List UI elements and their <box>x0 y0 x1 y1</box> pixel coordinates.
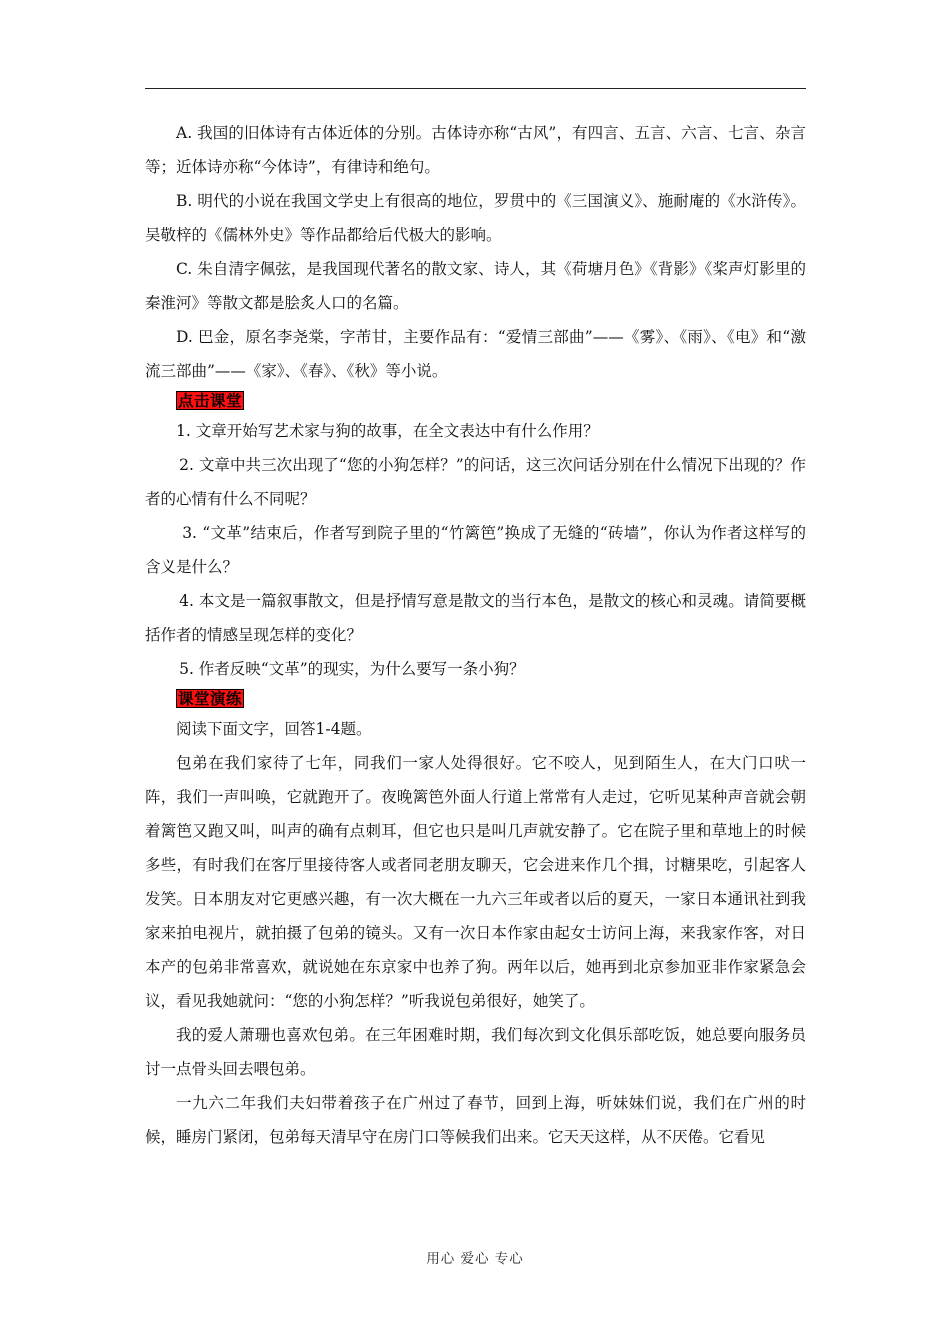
passage-paragraph: 包弟在我们家待了七年，同我们一家人处得很好。它不咬人，见到陌生人，在大门口吠一阵，我们一声叫唤，它就跑开了。夜晚篱笆外面人行道上常常有人走过，它听见某种声音就会朝着篱笆又跑又叫，叫声的确有点刺耳，但它也只是叫几声就安静了。它在院子里和草地上的时候多些，有时我们在客厅里接待客人或者同老朋友聊天，它会进来作几个揖，讨糖果吃，引起客人发笑。日本朋友对它更感兴趣，有一次大概在一九六三年或者以后的夏天，一家日本通讯社到我家来拍电视片，就拍摄了包弟的镜头。又有一次日本作家由起女士访问上海，来我家作客，对日本产的包弟非常喜欢，就说她在东京家中也养了狗。两年以后，她再到北京参加亚非作家紧急会议，看见我她就问：“您的小狗怎样？”听我说包弟很好，她笑了。 <box>145 754 806 1010</box>
question-4: 4. 本文是一篇叙事散文，但是抒情写意是散文的当行本色，是散文的核心和灵魂。请简要概括作者的情感呈现怎样的变化？ <box>145 592 806 644</box>
page-footer: 用心 爱心 专心 <box>426 1251 524 1267</box>
option-b: B. 明代的小说在我国文学史上有很高的地位，罗贯中的《三国演义》、施耐庵的《水浒传》。吴敬梓的《儒林外史》等作品都给后代极大的影响。 <box>145 192 806 244</box>
question-3: 3. “文革”结束后，作者写到院子里的“竹篱笆”换成了无缝的“砖墙”，你认为作者这样写的含义是什么？ <box>145 524 806 576</box>
section-heading-row <box>145 388 806 414</box>
question-5: 5. 作者反映“文革”的现实，为什么要写一条小狗？ <box>179 660 525 678</box>
option-a: A. 我国的旧体诗有古体近体的分别。古体诗亦称“古风”，有四言、五言、六言、七言、杂言等；近体诗亦称“今体诗”，有律诗和绝句。 <box>145 124 806 176</box>
section-heading-classroom: 点击课堂 <box>178 391 243 410</box>
passage-paragraph: 我的爱人萧珊也喜欢包弟。在三年困难时期，我们每次到文化俱乐部吃饭，她总要向服务员讨一点骨头回去喂包弟。 <box>145 1026 806 1078</box>
header-rule <box>145 88 806 89</box>
page-content <box>145 116 806 1154</box>
question-2: 2. 文章中共三次出现了“您的小狗怎样？”的问话，这三次问话分别在什么情况下出现的？作者的心情有什么不同呢？ <box>145 456 806 508</box>
option-d: D. 巴金，原名李尧棠，字芾甘，主要作品有：“爱情三部曲”——《雾》、《雨》、《电》和“激流三部曲”——《家》、《春》、《秋》等小说。 <box>145 328 806 380</box>
option-c: C. 朱自清字佩弦，是我国现代著名的散文家、诗人，其《荷塘月色》《背影》《桨声灯影里的秦淮河》等散文都是脍炙人口的名篇。 <box>145 260 806 312</box>
question-1: 1. 文章开始写艺术家与狗的故事，在全文表达中有什么作用？ <box>176 422 599 440</box>
section-heading-practice: 课堂演练 <box>178 689 243 708</box>
reading-prompt: 阅读下面文字，回答1-4题。 <box>176 720 372 738</box>
section-heading-row <box>145 686 806 712</box>
passage-paragraph: 一九六二年我们夫妇带着孩子在广州过了春节，回到上海，听妹妹们说，我们在广州的时候，睡房门紧闭，包弟每天清早守在房门口等候我们出来。它天天这样，从不厌倦。它看见 <box>145 1094 806 1146</box>
